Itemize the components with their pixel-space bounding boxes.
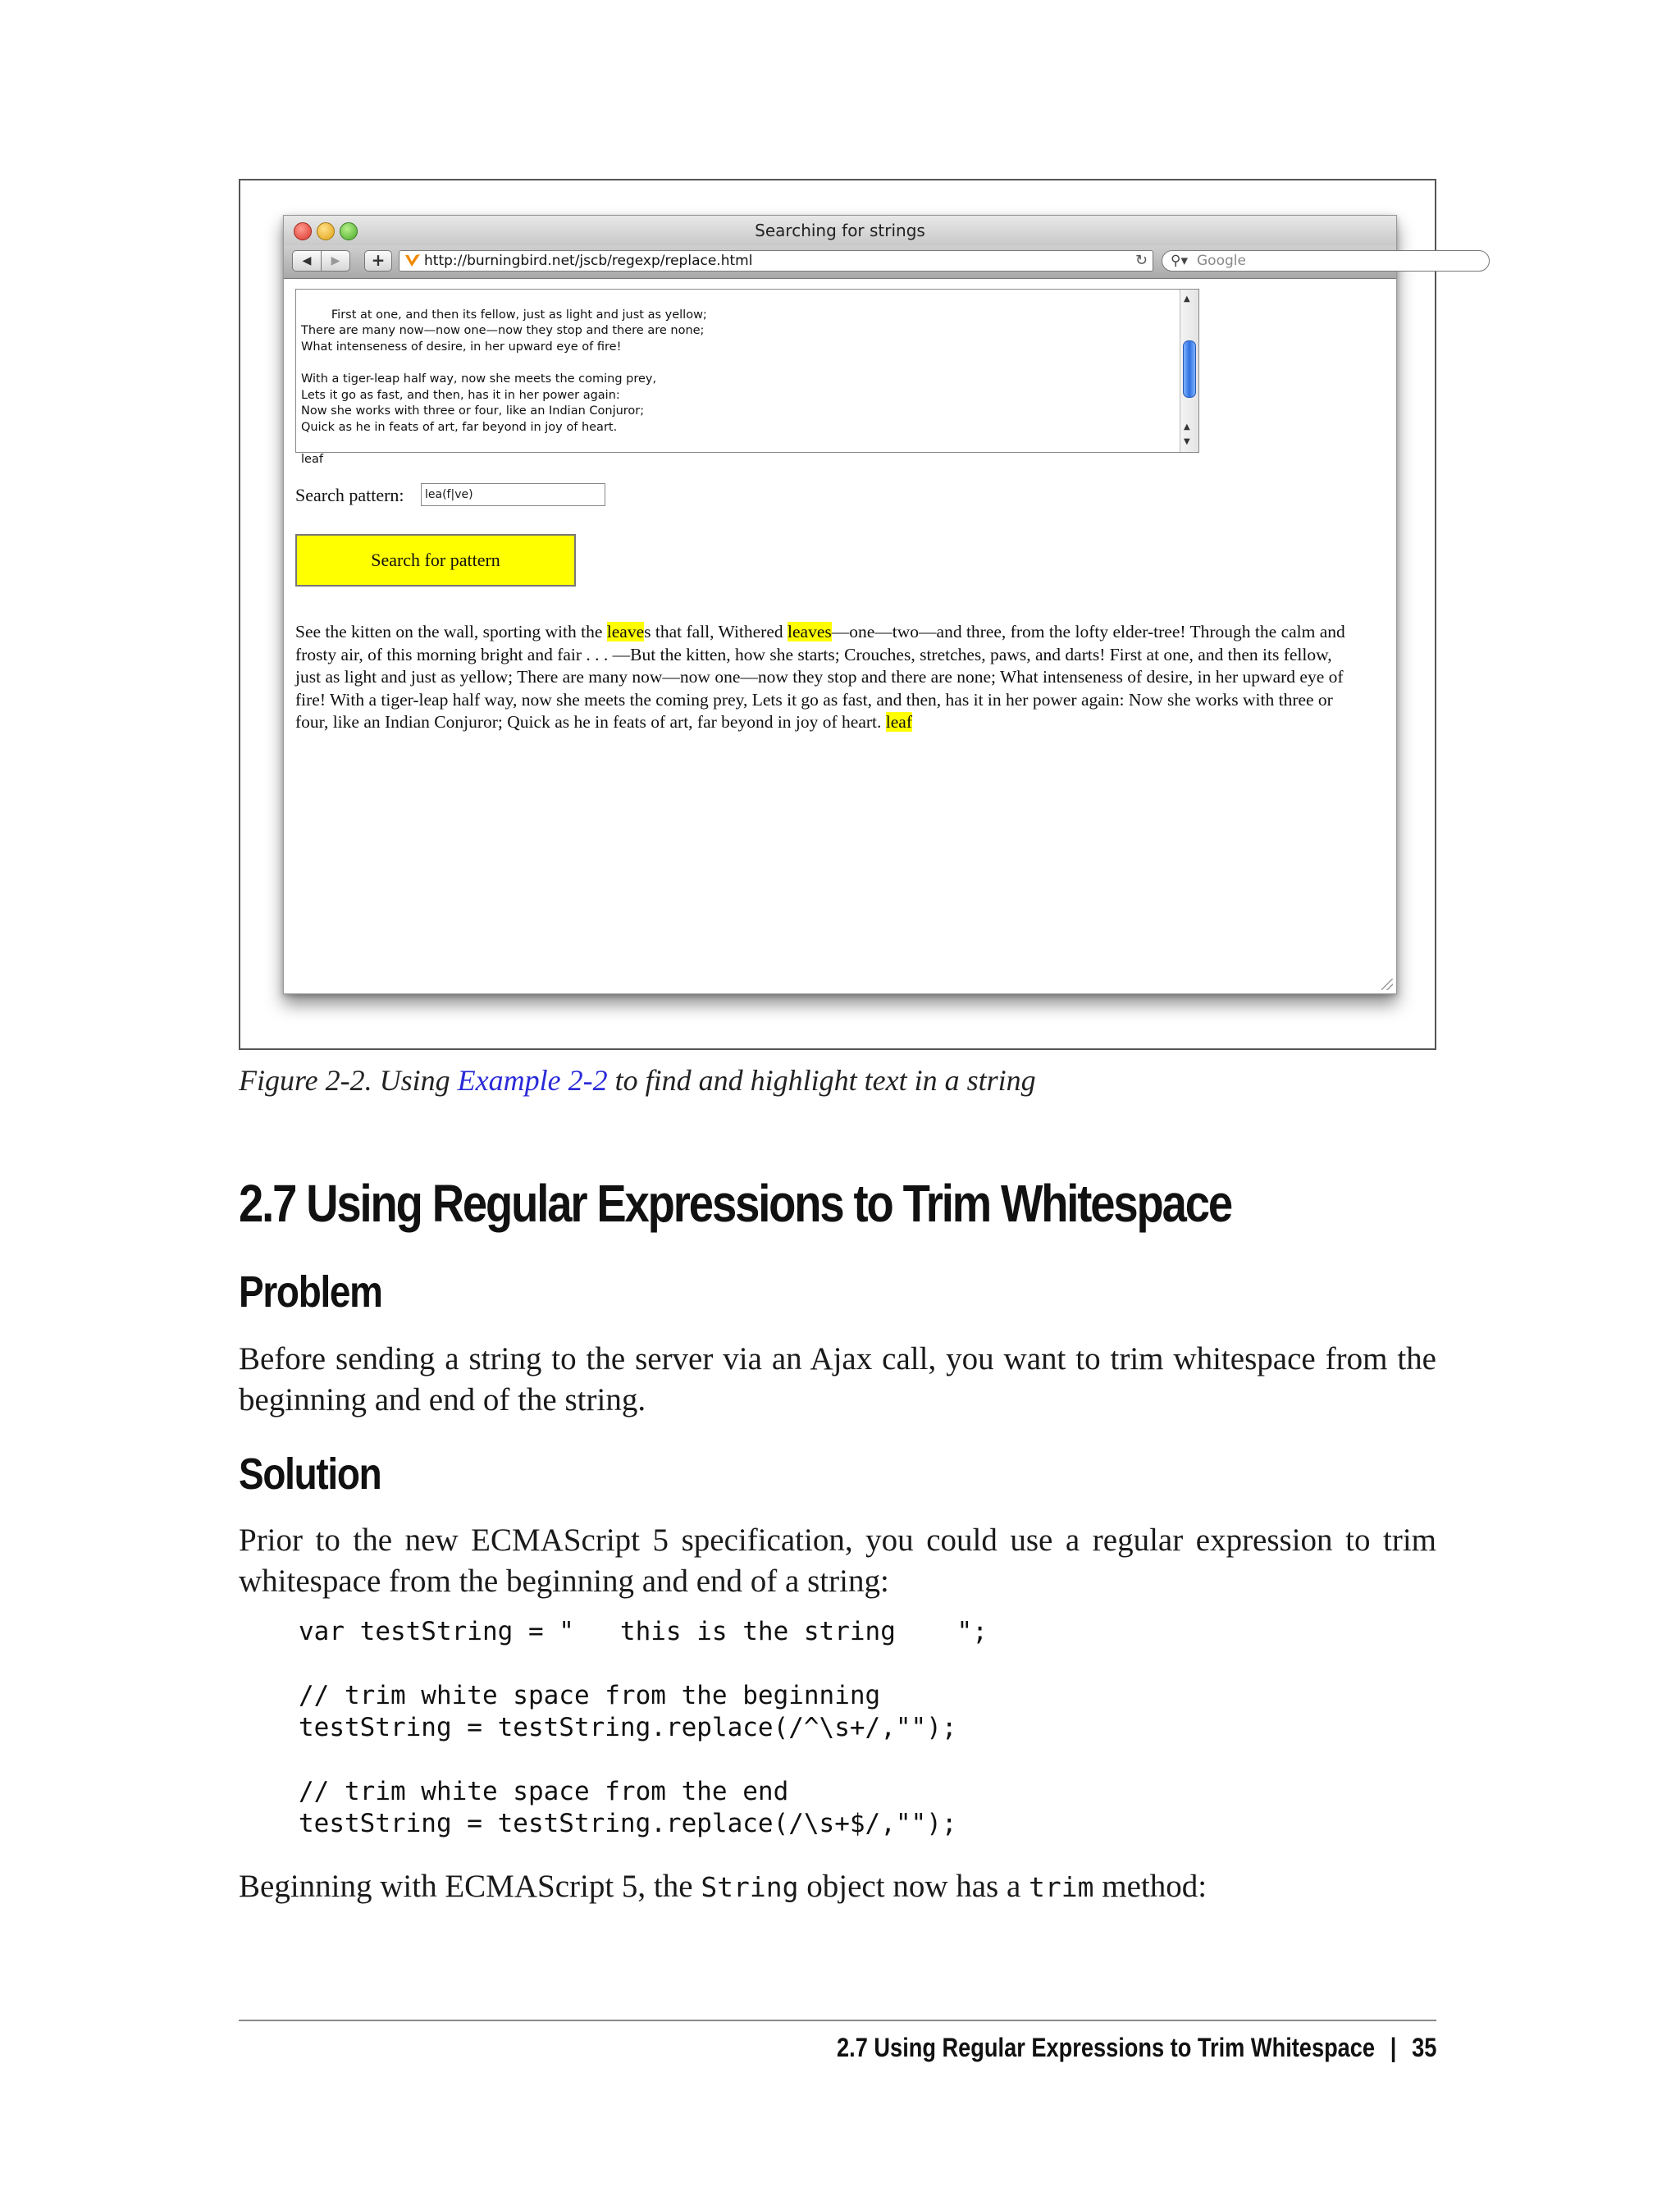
search-icon: ⚲▾: [1171, 253, 1188, 269]
running-footer: [837, 2033, 1436, 2063]
inline-code-trim: trim: [1029, 1871, 1094, 1903]
textarea-text: First at one, and then its fellow, just as light and just as yellow; There are many now—now one—now they stop and there are none; What intenseness of desire, in her upward eye of fire! With a tiger-leap half way, now she meets the coming prey, Lets it go as fast, and then, has it in her power again: Now she works with three or four, like an Indian Conjuror; Quick as he in feats of art, far beyond in joy of heart. leaf: [301, 308, 707, 466]
closing-text: method:: [1093, 1869, 1208, 1904]
site-favicon-icon: [404, 253, 421, 268]
back-button[interactable]: ◀: [292, 250, 322, 272]
window-title: Searching for strings: [755, 221, 925, 240]
closing-text: Beginning with ECMAScript 5, the: [239, 1869, 701, 1904]
solution-text: Prior to the new ECMAScript 5 specification, you could use a regular expression to trim whitespace from the beginning and end of a string:: [239, 1522, 1436, 1599]
footer-separator: |: [1390, 2033, 1397, 2062]
browser-window: [283, 215, 1397, 994]
web-search-field[interactable]: [1162, 250, 1490, 272]
textarea-scrollbar[interactable]: [1180, 290, 1198, 452]
code-block: var testString = " this is the string "; // trim white space from the beginning testString = testString.replace(/^\s+/,""); // trim white space from the end testString = testString.replace(/\s+$/,"");: [299, 1617, 988, 1838]
window-titlebar: [284, 216, 1396, 245]
reload-icon[interactable]: ↻: [1134, 252, 1148, 269]
scroll-up-top-icon[interactable]: ▲: [1184, 294, 1190, 304]
figure-frame: [239, 179, 1436, 1050]
footer-section-title: 2.7 Using Regular Expressions to Trim Whitespace: [836, 2033, 1375, 2062]
section-title: 2.7 Using Regular Expressions to Trim Whitespace: [239, 1174, 1232, 1233]
caption-prefix: Figure 2-2. Using: [239, 1064, 458, 1097]
scroll-up-icon[interactable]: ▲: [1184, 422, 1190, 431]
page-content: [284, 278, 1396, 993]
problem-text: Before sending a string to the server via an Ajax call, you want to trim whitespace from the beginning and end of the string.: [239, 1341, 1436, 1418]
browser-toolbar: [284, 245, 1396, 279]
search-pattern-label: Search pattern:: [295, 485, 404, 505]
figure-caption: [239, 1063, 1036, 1098]
closing-text: object now has a: [798, 1869, 1029, 1904]
result-text: See the kitten on the wall, sporting with the: [295, 622, 607, 641]
window-resize-grip-icon[interactable]: [1381, 979, 1393, 990]
caption-suffix: to find and highlight text in a string: [607, 1064, 1036, 1097]
highlight-match: leaves: [788, 622, 832, 641]
highlight-match: leaf: [885, 712, 912, 732]
inline-code-string: String: [701, 1871, 799, 1903]
forward-button[interactable]: ▶: [321, 250, 350, 272]
search-placeholder: Google: [1197, 253, 1246, 269]
scrollbar-thumb[interactable]: [1183, 340, 1196, 398]
search-result-text: [295, 621, 1362, 734]
result-text: s that fall, Withered: [644, 622, 788, 641]
result-text: —one—two—and three, from the lofty elder-tree! Through the calm and frosty air, of this morning bright and fair . . . —But the kitten, how she starts; Crouches, stretches, paws, and darts! First at one, and then its fellow, just as light and just as yellow; There are many now—now one—now they stop and there are none; What intenseness of desire, in her upward eye of fire! With a tiger-leap half way, now she meets the coming prey, Lets it go as fast, and then, has it in her power again: Now she works with three or four, like an Indian Conjuror; Quick as he in feats of art, far beyond in joy of heart.: [295, 622, 1345, 732]
add-bookmark-button[interactable]: +: [364, 250, 392, 272]
problem-heading: Problem: [239, 1267, 382, 1317]
example-link[interactable]: Example 2-2: [457, 1064, 608, 1097]
url-text: http://burningbird.net/jscb/regexp/replace.html: [424, 253, 753, 269]
search-pattern-input[interactable]: lea(f|ve): [421, 483, 605, 506]
solution-heading: Solution: [239, 1449, 381, 1499]
closing-paragraph: [239, 1866, 1436, 1908]
scroll-down-icon[interactable]: ▼: [1184, 437, 1190, 446]
highlight-match: leave: [606, 622, 645, 641]
footer-rule: [239, 2020, 1436, 2021]
search-for-pattern-button[interactable]: Search for pattern: [295, 534, 576, 587]
source-textarea[interactable]: [295, 289, 1199, 466]
address-bar[interactable]: [399, 250, 1153, 272]
page-number: 35: [1411, 2033, 1436, 2062]
